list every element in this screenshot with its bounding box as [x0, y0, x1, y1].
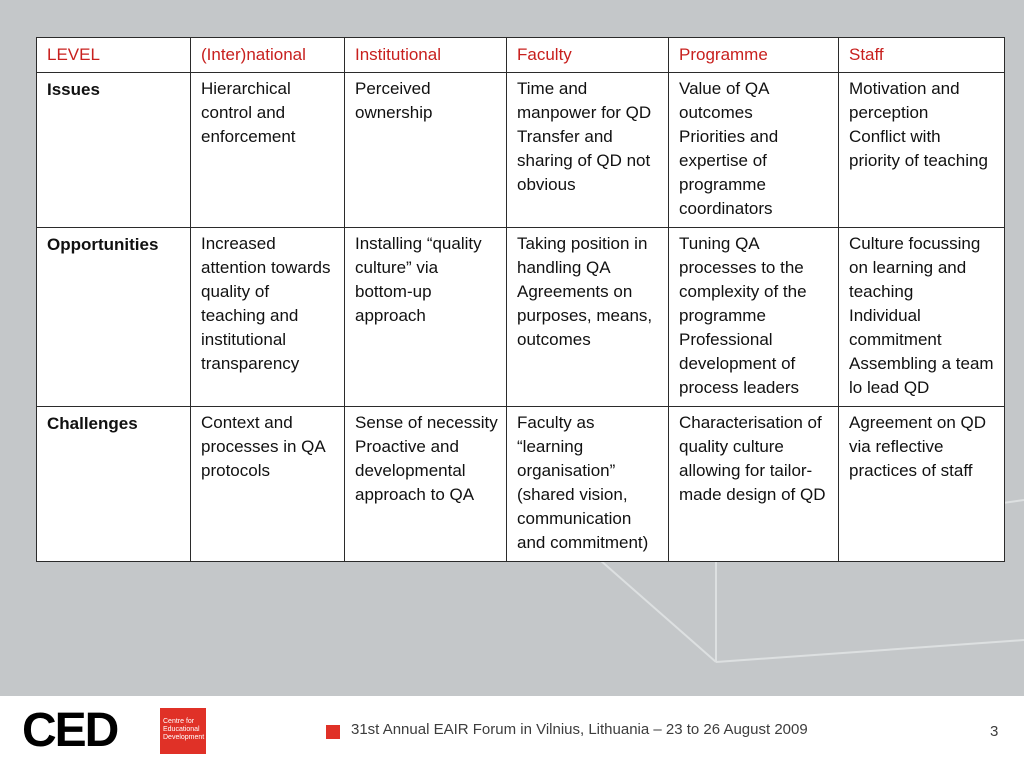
table-cell: Agreement on QD via reflective practices of staff [839, 407, 1005, 562]
qa-levels-table [36, 37, 1005, 562]
table-cell: Motivation and perception Conflict with priority of teaching [839, 73, 1005, 228]
header-level: LEVEL [37, 38, 191, 73]
logo-red-box: Centre for Educational Development [160, 708, 206, 754]
slide-footer [0, 696, 1024, 768]
table-cell: Context and processes in QA protocols [191, 407, 345, 562]
table-cell: Taking position in handling QA Agreements on purposes, means, outcomes [507, 228, 669, 407]
table-cell: Perceived ownership [345, 73, 507, 228]
table-cell: Hierarchical control and enforcement [191, 73, 345, 228]
header-institutional: Institutional [345, 38, 507, 73]
ced-logo [22, 706, 212, 756]
event-caption: 31st Annual EAIR Forum in Vilnius, Lithuania – 23 to 26 August 2009 [351, 721, 808, 738]
header-staff: Staff [839, 38, 1005, 73]
table-cell: Sense of necessity Proactive and developmental approach to QA [345, 407, 507, 562]
header-international: (Inter)national [191, 38, 345, 73]
table-cell: Faculty as “learning organisation” (shared vision, communication and commitment) [507, 407, 669, 562]
table-cell: Culture focussing on learning and teaching Individual commitment Assembling a team lo lead QD [839, 228, 1005, 407]
table-cell: Time and manpower for QD Transfer and sharing of QD not obvious [507, 73, 669, 228]
header-faculty: Faculty [507, 38, 669, 73]
table-header-row [37, 38, 1005, 73]
table-row [37, 407, 1005, 562]
table-row [37, 73, 1005, 228]
logo-wordmark: CED [22, 704, 118, 757]
table-cell: Tuning QA processes to the complexity of the programme Professional development of process leaders [669, 228, 839, 407]
table-cell: Increased attention towards quality of teaching and institutional transparency [191, 228, 345, 407]
table-row [37, 228, 1005, 407]
row-label-challenges: Challenges [37, 407, 191, 562]
row-label-issues: Issues [37, 73, 191, 228]
table-cell: Value of QA outcomes Priorities and expertise of programme coordinators [669, 73, 839, 228]
red-square-bullet-icon [326, 725, 340, 739]
row-label-opportunities: Opportunities [37, 228, 191, 407]
table-cell: Characterisation of quality culture allowing for tailor-made design of QD [669, 407, 839, 562]
page-number: 3 [990, 723, 999, 740]
table-cell: Installing “quality culture” via bottom-up approach [345, 228, 507, 407]
header-programme: Programme [669, 38, 839, 73]
